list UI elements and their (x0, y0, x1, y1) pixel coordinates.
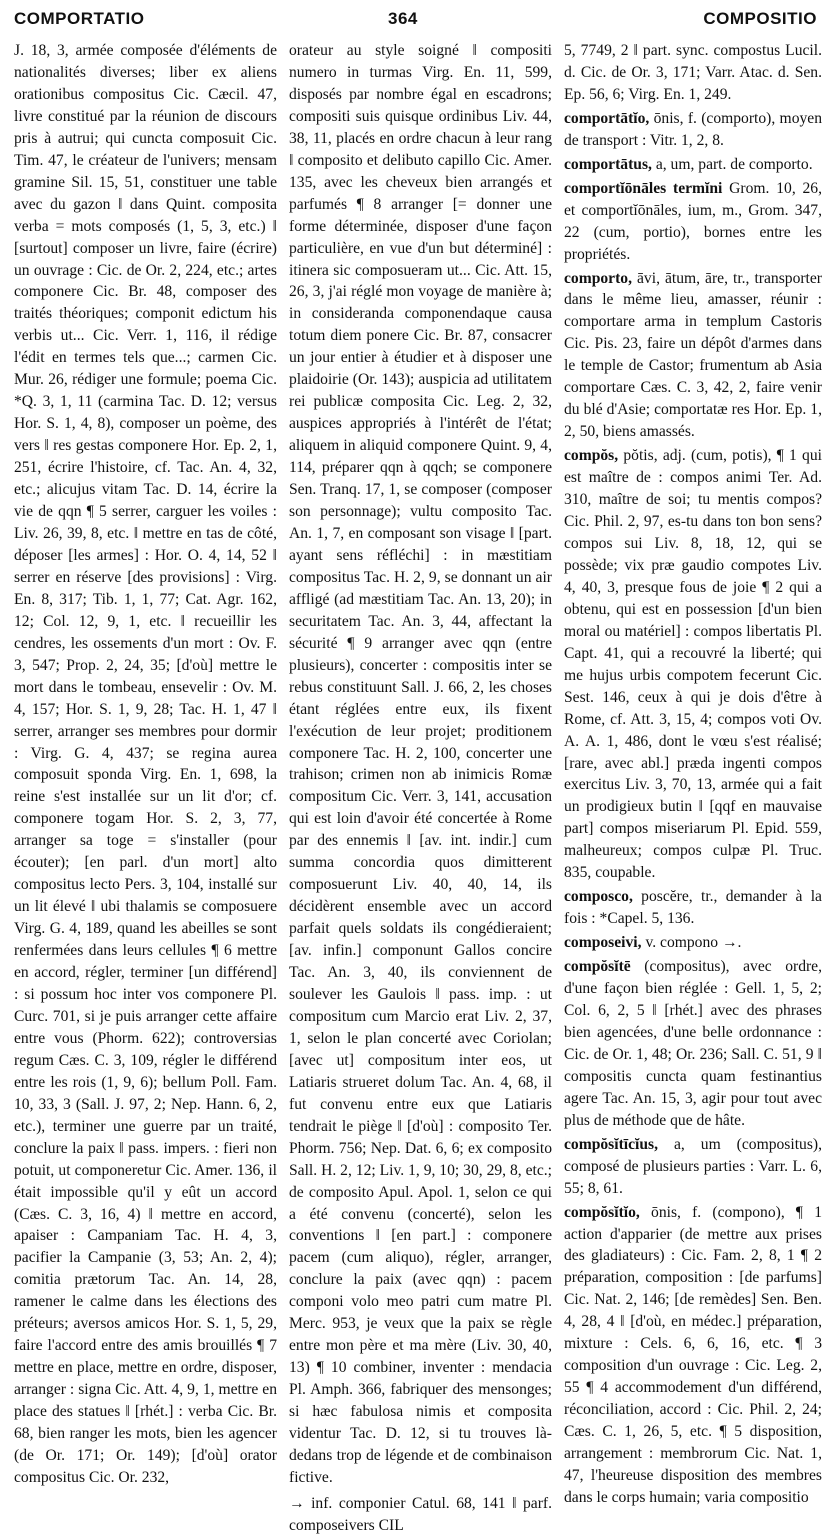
headword: comportātus, (564, 155, 652, 173)
headword: compŏsĭtīcĭus, (564, 1135, 658, 1153)
entry-body: ōnis, f. (compono), ¶ 1 action d'apparier (de mettre aux prises des gladiateurs) : Cic. Fam. 2, 8, 1 ¶ 2 préparation, composition : [de parfums] Cic. Nat. 2, 146; [de remèdes] Sen. Ben. 4, 28, 4 ‖ [d'où, en médec.] préparation, mixture : Cels. 6, 6, 16, etc. ¶ 3 composition d'un ouvrage : Cic. Leg. 2, 55 ¶ 4 accommodement d'un différend, réconciliation, accord : Cic. Phil. 2, 24; Cæs. C. 1, 26, 5, etc. ¶ 5 disposition, arrangement : membrorum Cic. Nat. 1, 47, l'heureuse disposition des membres dans le corps humain; varia compositio (564, 1203, 822, 1506)
dictionary-entry (564, 268, 822, 444)
entry-body: Grom. 10, 26, et comportĭōnāles, ium, m., Grom. 347, 22 (cum, portio), bornes entre les propriétés. (564, 179, 823, 263)
dictionary-entry (564, 956, 822, 1132)
entry-body: āvi, ātum, āre, tr., transporter dans le même lieu, amasser, réunir : comportare arma in templum Castoris Cic. Pis. 23, faire un dépôt d'armes dans le temple de Castor; frumentum ab Asia comportare Cæs. C. 3, 42, 2, faire venir du blé d'Asie; comportatæ res Hor. Ep. 1, 2, 50, biens amassés. (564, 269, 823, 441)
entry-note: → inf. componier Catul. 68, 141 ‖ parf. composeivers CIL (289, 1494, 552, 1534)
running-head-right: COMPOSITIO (703, 9, 817, 28)
entry-body: 5, 7749, 2 ‖ part. sync. compostus Lucil. d. Cic. de Or. 3, 171; Varr. Atac. d. Sen. Ep. 56, 6; Virg. En. 1, 249. (564, 42, 822, 103)
headword: composco, (564, 888, 633, 906)
column-middle (289, 40, 552, 1534)
entry-body: (compositus), avec ordre, d'une façon bien réglée : Gell. 1, 5, 2; Col. 6, 2, 5 ‖ [rhét.] avec des phrases bien agencées, d'une belle ordonnance : Cic. de Or. 1, 48; Or. 236; Sall. C. 51, 9 ‖ compositis cuncta quam festinantius agere Tac. An. 15, 3, agir pour tout avec plus de méthode que de hâte. (564, 958, 823, 1129)
dictionary-entry (564, 1202, 822, 1509)
entry-body: poscĕre, tr., demander à la fois : *Capel. 5, 136. (564, 888, 822, 928)
headword: comportĭōnāles termĭni (564, 179, 723, 197)
dictionary-entry (564, 445, 822, 884)
column-left (14, 40, 277, 1486)
dictionary-entry (564, 178, 822, 266)
entry-body: a, um, part. de comporto. (655, 155, 813, 173)
entry-text: J. 18, 3, armée composée d'éléments de nationalités diverses; liber ex aliens orationibus compositus Cic. Cæcil. 47, livre constitué par la réunion de discours pris à autrui; qui cuncta composuit Cic. Tim. 47, le créateur de l'univers; mensam gramine Sil. 15, 51, constituer une table avec du gazon ‖ dans Quint. composita verba = mots composés (1, 5, 3, etc.) ‖ [surtout] composer un livre, faire (écrire) un ouvrage : Cic. de Or. 2, 224, etc.; artes componere Cic. Br. 48, composer des traités théoriques; componit edictum his verbis ut... Cic. Verr. 1, 116, il rédige l'édit en termes tels que...; carmen Cic. Mur. 26, rédiger une formule; poema Cic. *Q. 3, 1, 11 (carmina Tac. D. 12; versus Hor. S. 1, 4, 8), composer un poème, des vers ‖ res gestas componere Hor. Ep. 2, 1, 251, écrire l'histoire, cf. Tac. An. 4, 32, etc.; alicujus vitam Tac. D. 14, écrire la vie de qqn ¶ 5 serrer, carguer les voiles : Liv. 26, 39, 8, etc. ‖ mettre en tas de côté, déposer [les armes] : Hor. O. 4, 14, 52 ‖ serrer en réserve [des provisions] : Virg. En. 8, 317; Tib. 1, 1, 77; Cat. Agr. 162, 12; Col. 12, 9, 1, etc. ‖ recueillir les cendres, les ossements d'un mort : Ov. F. 3, 547; Prop. 2, 24, 35; [d'où] mettre le mort dans le tombeau, ensevelir : Ov. M. 4, 157; Hor. S. 1, 9, 28; Tac. H. 1, 47 ‖ serrer, arranger ses membres pour dormir : Virg. G. 4, 437; se regina aurea composuit sponda Virg. En. 1, 698, la reine s'est installée sur un lit d'or; cf. componere togam Hor. S. 2, 3, 77, arranger sa toge = s'installer (pour écouter); [en parl. d'un mort] alto compositus lecto Pers. 3, 104, installé sur un lit élevé ‖ ubi thalamis se composuere Virg. G. 4, 189, quand les abeilles se sont renfermées dans leurs cellules ¶ 6 mettre en accord, régler, terminer [un différend] : si possum hoc inter vos componere Pl. Curc. 701, si je puis arranger cette affaire entre vous (Phorm. 622); controversias regum Cæs. C. 3, 109, régler le différend entre les rois (1, 9, 6); bellum Poll. Fam. 10, 33, 3 (Sall. J. 97, 2; Nep. Hann. 6, 2, etc.), terminer une guerre par un traité, conclure la paix ‖ pass. impers. : fieri non potuit, ut componeretur Cic. Amer. 136, il était impossible qu'il y eût un accord (Cæs. C. 3, 16, 4) ‖ mettre en accord, apaiser : Campaniam Tac. H. 4, 3, pacifier la Campanie (3, 53; An. 2, 4); comitia prætorum Tac. An. 14, 28, ramener le calme dans les élections des préteurs; aversos amicos Hor. S. 1, 5, 29, faire l'accord entre des amis brouillés ¶ 7 mettre en place, mettre en ordre, disposer, arranger : signa Cic. Att. 4, 9, 1, mettre en place des statues ‖ [rhét.] : verba Cic. Br. 68, bien ranger les mots, bien les agencer (de Or. 171; Or. 149); [d'où] orator compositus Cic. Or. 232, (14, 42, 277, 1486)
dictionary-entry (564, 108, 822, 152)
entry-text: orateur au style soigné ‖ compositi numero in turmas Virg. En. 11, 599, disposés par nombre égal en escadrons; compositi suis quisque ordinibus Liv. 44, 38, 11, placés en ordre chacun à leur rang ‖ composito et delibuto capillo Cic. Amer. 135, avec les cheveux bien arrangés et parfumés ¶ 8 arranger [= donner une forme déterminée, disposer d'une façon particulière, en vue d'un but déterminé] : itinera sic composueram ut... Cic. Att. 15, 26, 3, j'ai réglé mon voyage de manière à; in consideranda componendaque causa totum diem ponere Cic. Br. 87, consacrer un jour entier à étudier et à disposer une plaidoirie (Or. 143); auspicia ad utilitatem rei publicæ composita Cic. Leg. 2, 32, auspices appropriés à l'intérêt de l'état; aliquem in aliquid componere Quint. 9, 4, 114, préparer qqn à qqch; se componere Sen. Tranq. 17, 1, se composer (composer son personnage); vultu composito Tac. An. 1, 7, en composant son visage ‖ [part. ayant sens réfléchi] : in mæstitiam compositus Tac. H. 2, 9, se donnant un air affligé (ad mæstitiam Tac. An. 13, 20); in securitatem Tac. An. 3, 44, affectant la sécurité ¶ 9 arranger avec qqn (entre plusieurs), concerter : compositis inter se rebus constituunt Sall. J. 66, 2, les choses étant réglées entre eux, ils fixent l'exécution de leur projet; proditionem componere Tac. H. 2, 100, concerter une trahison; crimen non ab inimicis Romæ compositum Cic. Verr. 3, 141, accusation qui est loin d'avoir été concertée à Rome par des ennemis ‖ [av. int. indir.] cum summa concordia quos dimitterent composuerunt Liv. 40, 40, 14, ils décidèrent ensemble avec un accord parfait quels soldats ils congédieraient; [av. infin.] componunt Gallos concire Tac. An. 3, 40, ils conviennent de soulever les Gaulois ‖ pass. imp. : ut compositum cum Marcio erat Liv. 2, 37, 1, selon le plan concerté avec Coriolan; [avec ut] compositum inter eos, ut Latiaris strueret dolum Tac. An. 4, 68, il fut convenu entre eux que Latiaris tendrait le piège ‖ [d'où] : composito Ter. Phorm. 756; Nep. Dat. 6, 6; ex composito Sall. H. 2, 12; Liv. 1, 9, 10; 30, 29, 8, etc.; de composito Apul. Apol. 1, selon ce qui a été convenu (concerté), selon les conventions ‖ [en part.] : componere pacem (cum aliquo), régler, arranger, conclure la paix (avec qqn) : pacem componi volo meo patri cum matre Pl. Merc. 953, je veux que la paix se règle entre mon père et ma mère (Liv. 30, 40, 13) ¶ 10 combiner, inventer : mendacia Pl. Amph. 366, fabriquer des mensonges; si hæc fabulosa nimis et composita videntur Tac. D. 12, si tu trouves là-dedans trop de légende et de combinaison fictive. (289, 42, 552, 1486)
entry-body: a, um (compositus), composé de plusieurs parties : Varr. L. 6, 55; 8, 61. (564, 1135, 822, 1197)
dictionary-entry (564, 932, 822, 954)
column-right (564, 40, 823, 1506)
page-header (0, 0, 837, 34)
dictionary-entry (564, 40, 822, 106)
headword: compŏsĭtĭo, (564, 1203, 640, 1221)
headword: composeivi, (564, 934, 642, 952)
entry-body: pŏtis, adj. (cum, potis), ¶ 1 qui est maître de : compos animi Ter. Ad. 310, maître de soi; tu mentis compos? Cic. Phil. 2, 97, es-tu dans ton bon sens? compos sui Liv. 8, 18, 12, qui se possède; vix præ gaudio compotes Liv. 4, 40, 3, presque fous de joie ¶ 2 qui a obtenu, qui est en possession [d'un bien moral ou matériel] : compos libertatis Pl. Capt. 41, qui a recouvré la liberté; qui me hujus urbis compotem fecerunt Cic. Sest. 146, ceux à qui je dois d'être à Rome, cf. Att. 3, 15, 4; compos voti Ov. A. A. 1, 486, dont le vœu s'est réalisé; [rare, avec abl.] præda ingenti compos exercitus Liv. 3, 70, 13, armée qui a fait un prodigieux butin ‖ [qqf en mauvaise part] compos miseriarum Pl. Epid. 559, malheureux; compos culpæ Pl. Truc. 835, coupable. (564, 447, 822, 882)
headword: compŏsĭtē (564, 958, 631, 976)
headword: comporto, (564, 269, 632, 287)
headword: comportātĭo, (564, 109, 650, 127)
entry-body: v. compono →. (645, 934, 742, 952)
running-head-left: COMPORTATIO (14, 9, 145, 28)
dictionary-entry (564, 154, 822, 176)
headword: compŏs, (564, 447, 619, 465)
entry-body: ōnis, f. (comporto), moyen de transport : Vitr. 1, 2, 8. (564, 109, 823, 149)
page-number: 364 (388, 9, 418, 28)
dictionary-entry (564, 1134, 822, 1200)
dictionary-entry (564, 886, 822, 930)
